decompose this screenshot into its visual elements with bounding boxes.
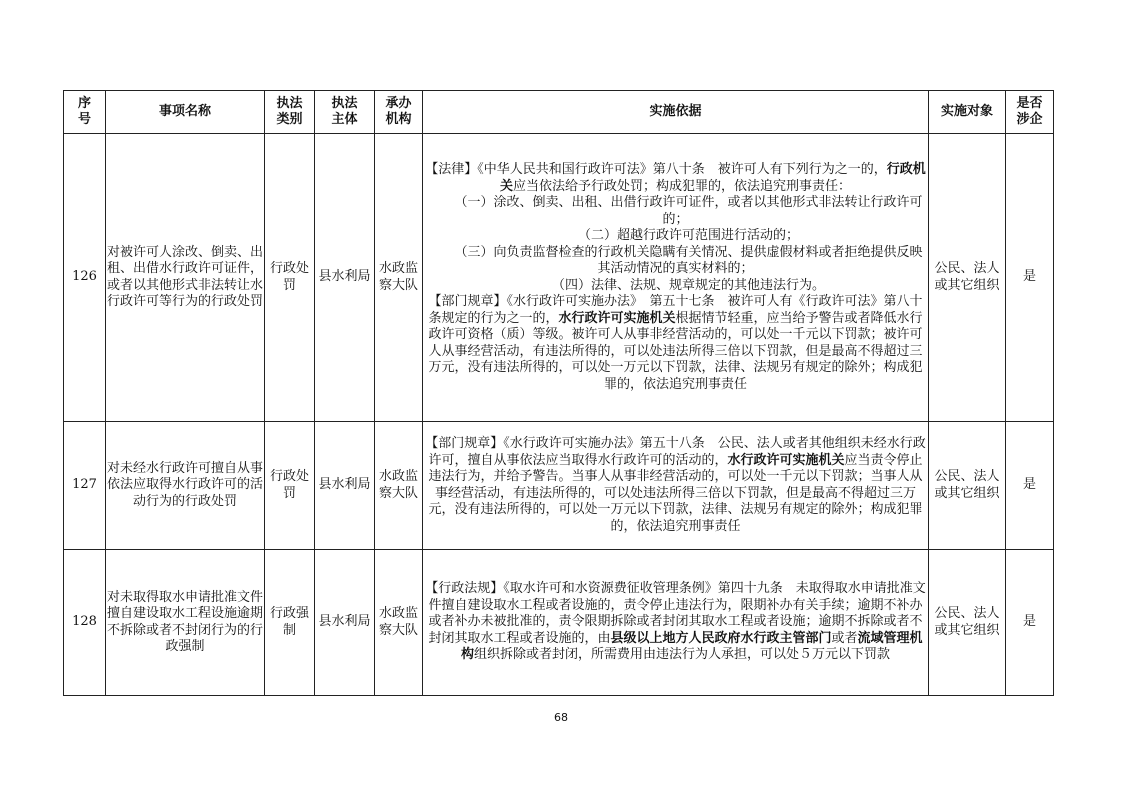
basis-text: 【部门规章】《水行政许可实施办法》第五十八条 公民、法人或者其他组织未经水行政许可，擅自从事依法应当取得水行政许可的活动的， <box>425 436 926 468</box>
basis-clause: （二）超越行政许可范围进行活动的； <box>577 228 799 243</box>
basis-clause: （三）向负责监督检查的行政机关隐瞒有关情况、提供虚假材料或者拒绝提供反映其活动情况的真实材料的； <box>454 244 923 276</box>
basis-text: 应当责令停止违法行为，并给予警告。当事人从事非经营活动的，可以处一千元以下罚款；当事人从事经营活动，有违法所得的，可以处违法所得三倍以下罚款，但是最高不得超过三万元，没有违法所得的，可以处一万元以下罚款，法律、法规另有规定的除外；构成犯罪的，依法追究刑事责任 <box>428 452 923 534</box>
header-name: 事项名称 <box>106 91 265 134</box>
basis-text: 【部门规章】《水行政许可实施办法》 第五十七条 被许可人有《行政许可法》第八十条规定的行为之一的， <box>428 294 923 326</box>
row-subject: 县水利局 <box>315 134 375 422</box>
row-enterprise: 是 <box>1006 134 1054 422</box>
header-enterprise: 是否 涉企 <box>1006 91 1054 134</box>
header-organizer: 承办 机构 <box>375 91 423 134</box>
basis-clause: （四）法律、法规、规章规定的其他违法行为。 <box>551 277 825 293</box>
row-category: 行政处罚 <box>265 134 315 422</box>
table-row <box>64 422 1054 550</box>
row-seq: 126 <box>64 134 106 422</box>
table-row <box>64 550 1054 696</box>
row-item-name: 对未取得取水申请批准文件擅自建设取水工程设施逾期不拆除或者不封闭行为的行政强制 <box>106 550 265 696</box>
row-subject: 县水利局 <box>315 422 375 550</box>
row-organizer: 水政监察大队 <box>375 134 423 422</box>
basis-text: 根据情节轻重，应当给予警告或者降低水行政许可资格（质）等级。被许可人从事非经营活动的，可以处一千元以下罚款；被许可人从事经营活动，有违法所得的，可以处违法所得三倍以下罚款，但是最高不得超过三万元，没有违法所得的，可以处一万元以下罚款，法律、法规另有规定的除外；构成犯罪的，依法追究刑事责任 <box>428 310 923 392</box>
basis-clause: （一）涂改、倒卖、出租、出借行政许可证件，或者以其他形式非法转让行政许可的； <box>454 195 923 227</box>
basis-bold-text: 水行政许可实施机关 <box>727 452 845 468</box>
basis-text: 【行政法规】《取水许可和水资源费征收管理条例》第四十九条 未取得取水申请批准文件擅自建设取水工程或者设施的，责令停止违法行为，限期补办有关手续；逾期不补办或者补办未被批准的，责令限期拆除或者封闭其取水工程或者设施；逾期不拆除或者不封闭其取水工程或者设施的，由 <box>425 581 926 646</box>
row-enterprise: 是 <box>1006 550 1054 696</box>
row-seq: 127 <box>64 422 106 550</box>
row-target: 公民、法人或其它组织 <box>929 134 1006 422</box>
basis-bold-text: 流域管理机构 <box>460 630 923 663</box>
basis-text: 【法律】《中华人民共和国行政许可法》第八十条 被许可人有下列行为之一的， <box>425 162 887 177</box>
row-target: 公民、法人或其它组织 <box>929 422 1006 550</box>
page-number: 68 <box>554 711 568 724</box>
enforcement-items-table <box>63 90 1054 696</box>
row-organizer: 水政监察大队 <box>375 550 423 696</box>
basis-text: 或者 <box>831 630 858 646</box>
row-basis <box>423 550 929 696</box>
basis-text: 组织拆除或者封闭，所需费用由违法行为人承担，可以处５万元以下罚款 <box>474 647 891 663</box>
row-item-name: 对被许可人涂改、倒卖、出租、出借水行政许可证件，或者以其他形式非法转让水行政许可等行为的行政处罚 <box>106 134 265 422</box>
row-item-name: 对未经水行政许可擅自从事依法应取得水行政许可的活动行为的行政处罚 <box>106 422 265 550</box>
basis-text: 应当依法给予行政处罚；构成犯罪的，依法追究刑事责任： <box>513 178 852 194</box>
row-target: 公民、法人或其它组织 <box>929 550 1006 696</box>
row-seq: 128 <box>64 550 106 696</box>
row-basis <box>423 134 929 422</box>
header-subject: 执法 主体 <box>315 91 375 134</box>
basis-bold-text: 县级以上地方人民政府水行政主管部门 <box>610 630 832 646</box>
header-target: 实施对象 <box>929 91 1006 134</box>
basis-bold-text: 水行政许可实施机关 <box>558 310 676 326</box>
table-row <box>64 134 1054 422</box>
header-category: 执法 类别 <box>265 91 315 134</box>
row-enterprise: 是 <box>1006 422 1054 550</box>
row-basis <box>423 422 929 550</box>
row-subject: 县水利局 <box>315 550 375 696</box>
basis-bold-text: 行政机关 <box>499 162 926 194</box>
row-category: 行政处罚 <box>265 422 315 550</box>
header-seq: 序 号 <box>64 91 106 134</box>
table-header-row <box>64 91 1054 134</box>
row-category: 行政强制 <box>265 550 315 696</box>
row-organizer: 水政监察大队 <box>375 422 423 550</box>
header-basis: 实施依据 <box>423 91 929 134</box>
